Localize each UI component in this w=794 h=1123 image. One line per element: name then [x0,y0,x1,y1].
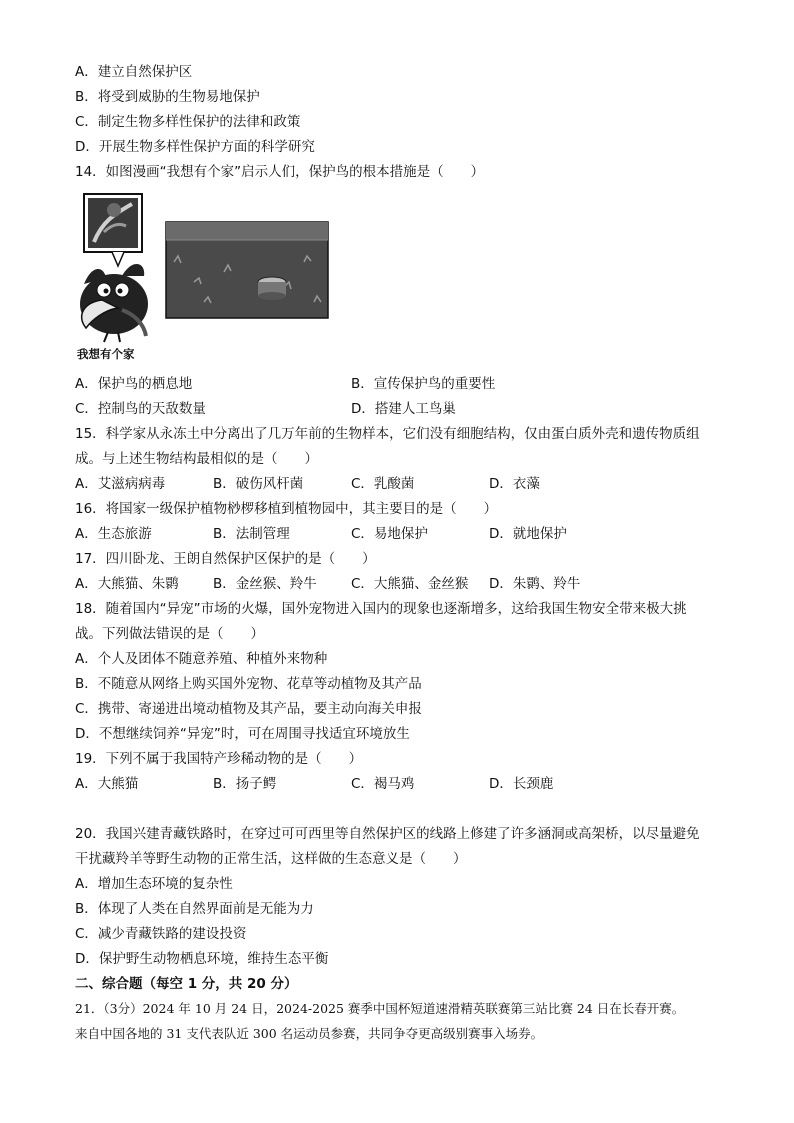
q13-option-d: D．开展生物多样性保护方面的科学研究 [75,139,315,155]
figure-caption: 我想有个家 [77,347,135,361]
q18-option-b: B．不随意从网络上购买国外宠物、花草等动植物及其产品 [75,676,422,692]
q17-options [75,574,755,594]
bird-cartoon-figure [74,192,330,364]
q15-stem-line2: 成。与上述生物结构最相似的是（ ） [75,451,318,467]
q18-option-c: C．携带、寄递进出境动植物及其产品，要主动向海关申报 [75,701,422,717]
q20-option-a: A．增加生态环境的复杂性 [75,876,233,892]
q17-option-a: A．大熊猫、朱鹮 [75,576,179,592]
section-2-title: 二、综合题（每空 1 分，共 20 分） [75,976,298,992]
q20-option-c: C．减少青藏铁路的建设投资 [75,926,247,942]
q15-options [75,474,755,494]
q21-line1: 21．（3分）2024 年 10 月 24 日，2024-2025 赛季中国杯短道速滑精英联赛第三站比赛 24 日在长春开赛。 [75,1001,685,1016]
q14-option-d: D．搭建人工鸟巢 [351,401,456,417]
q17-option-d: D．朱鹮、羚牛 [489,576,581,592]
q19-options [75,774,755,794]
q18-option-a: A．个人及团体不随意养殖、种植外来物种 [75,651,328,667]
q13-option-c: C．制定生物多样性保护的法律和政策 [75,114,301,130]
q16-options [75,524,755,544]
q16-option-b: B．法制管理 [213,526,290,542]
q17-option-b: B．金丝猴、羚牛 [213,576,317,592]
q13-option-a: A．建立自然保护区 [75,64,193,80]
q13-option-b: B．将受到威胁的生物易地保护 [75,89,260,105]
q14-options-row-1 [75,374,755,394]
q20-stem-line2: 干扰藏羚羊等野生动物的正常生活，这样做的生态意义是（ ） [75,851,467,867]
q16-option-c: C．易地保护 [351,526,428,542]
q15-option-b: B．破伤风杆菌 [213,476,304,492]
q19-option-a: A．大熊猫 [75,776,139,792]
tree-thought-bubble [84,194,142,266]
q14-option-c: C．控制鸟的天敌数量 [75,401,206,417]
q18-stem-line2: 战。下列做法错误的是（ ） [75,626,264,642]
q14-stem: 14．如图漫画“我想有个家”启示人们，保护鸟的根本措施是（ ） [75,164,485,180]
q19-option-d: D．长颈鹿 [489,776,554,792]
q14-option-a: A．保护鸟的栖息地 [75,376,193,392]
q19-stem: 19．下列不属于我国特产珍稀动物的是（ ） [75,751,363,767]
deforestation-photo [166,222,328,318]
q20-option-b: B．体现了人类在自然界面前是无能为力 [75,901,314,917]
q17-option-c: C．大熊猫、金丝猴 [351,576,469,592]
q16-option-a: A．生态旅游 [75,526,152,542]
q18-option-d: D．不想继续饲养“异宠”时，可在周围寻找适宜环境放生 [75,726,410,742]
q15-option-a: A．艾滋病病毒 [75,476,166,492]
q20-stem-line1: 20．我国兴建青藏铁路时，在穿过可可西里等自然保护区的线路上修建了许多涵洞或高架桥，以尽量避免 [75,826,700,842]
q16-stem: 16．将国家一级保护植物桫椤移植到植物园中，其主要目的是（ ） [75,501,498,517]
q21-line2: 来自中国各地的 31 支代表队近 300 名运动员参赛，共同争夺更高级别赛事入场券。 [75,1026,544,1041]
q16-option-d: D．就地保护 [489,526,567,542]
bird-icon [80,264,148,342]
q19-option-b: B．扬子鳄 [213,776,277,792]
q15-option-c: C．乳酸菌 [351,476,415,492]
q20-option-d: D．保护野生动物栖息环境，维持生态平衡 [75,951,329,967]
q18-stem-line1: 18．随着国内“异宠”市场的火爆，国外宠物进入国内的现象也逐渐增多，这给我国生物安全带来极大挑 [75,601,687,617]
q15-stem-line1: 15．科学家从永冻土中分离出了几万年前的生物样本，它们没有细胞结构，仅由蛋白质外壳和遗传物质组 [75,426,700,442]
q17-stem: 17．四川卧龙、王朗自然保护区保护的是（ ） [75,551,376,567]
q14-option-b: B．宣传保护鸟的重要性 [351,376,496,392]
q15-option-d: D．衣藻 [489,476,540,492]
q14-options-row-2 [75,399,755,419]
q19-option-c: C．褐马鸡 [351,776,415,792]
